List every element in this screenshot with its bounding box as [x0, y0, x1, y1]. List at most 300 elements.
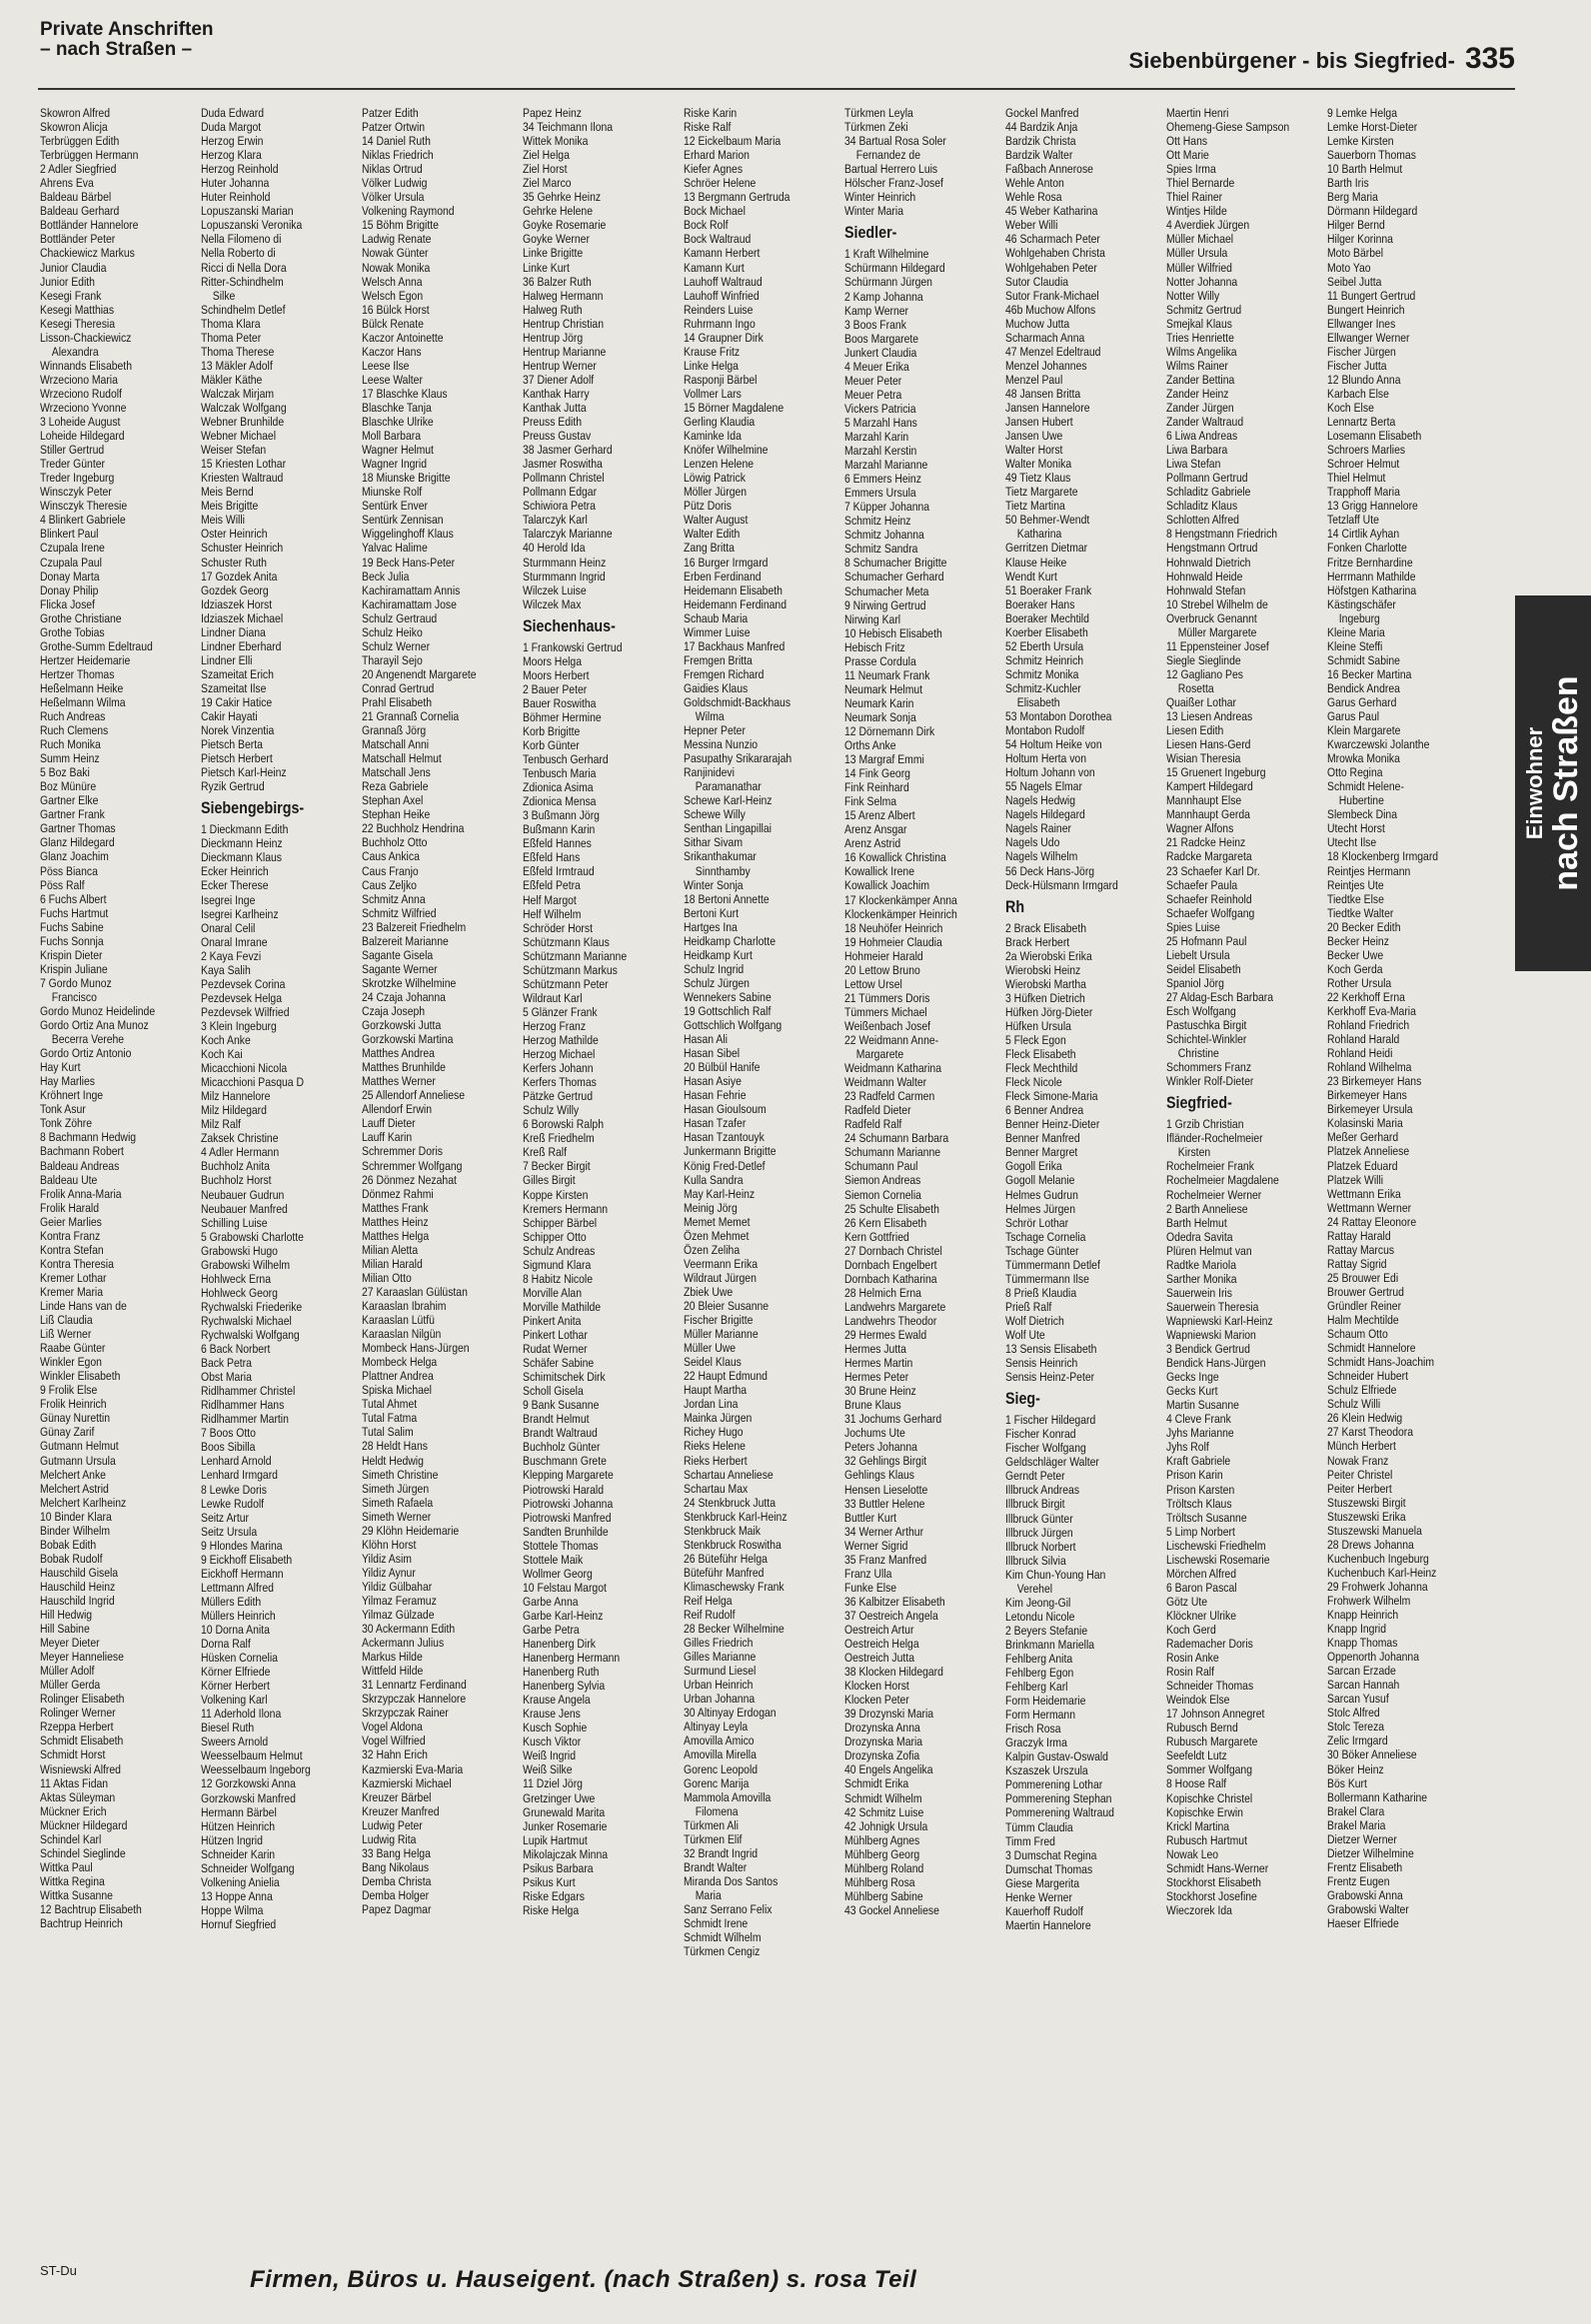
resident-entry: Kwarczewski Jolanthe: [1327, 737, 1430, 752]
resident-entry: Liwa Barbara: [1166, 443, 1228, 458]
header-range-title: Siebenbürgener - bis Siegfried-: [1128, 48, 1455, 73]
resident-entry: 27 Karst Theodora: [1327, 1425, 1414, 1440]
resident-entry: Ecker Therese: [201, 878, 269, 893]
resident-entry: Prahl Elisabeth: [362, 694, 433, 709]
resident-entry: Zander Bettina: [1166, 372, 1235, 387]
resident-entry: Pollmann Christel: [523, 471, 605, 486]
resident-entry: Wendt Kurt: [1005, 569, 1057, 583]
resident-entry: Hill Sabine: [40, 1622, 90, 1637]
resident-entry: Kampert Hildegard: [1166, 779, 1253, 794]
resident-entry: Prison Karsten: [1166, 1482, 1235, 1497]
header-section-title: Private Anschriften: [40, 19, 214, 40]
resident-entry: 4 Meuer Erika: [844, 359, 909, 374]
resident-entry: Kanthak Jutta: [523, 400, 587, 415]
resident-entry: Mückner Erich: [40, 1803, 107, 1818]
resident-entry: Kim Chun-Young Han: [1005, 1567, 1106, 1582]
resident-entry: Nella Roberto di: [201, 246, 276, 261]
resident-entry: 22 Haupt Edmund: [684, 1369, 768, 1384]
resident-entry: Walczak Mirjam: [201, 386, 275, 401]
resident-entry: Preuss Edith: [523, 415, 583, 430]
resident-entry: Nowak Franz: [1327, 1453, 1389, 1468]
resident-entry: Fleck Mechthild: [1005, 1061, 1078, 1076]
resident-entry: Dietzer Werner: [1327, 1831, 1397, 1846]
resident-entry: Geier Marlies: [40, 1214, 102, 1229]
resident-entry: Müller Marianne: [684, 1327, 759, 1342]
resident-entry: Grothe Tobias: [40, 624, 105, 639]
resident-entry: Grunewald Marita: [523, 1804, 606, 1819]
resident-entry: Weesselbaum Ingeborg: [201, 1762, 311, 1777]
resident-entry: Kriesten Waltraud: [201, 471, 284, 486]
resident-entry: Mombeck Hans-Jürgen: [362, 1341, 470, 1356]
resident-entry: Becker Uwe: [1327, 947, 1384, 962]
resident-entry: Schürmann Jürgen: [844, 275, 932, 290]
resident-entry: Stottele Thomas: [523, 1538, 599, 1553]
resident-entry: Krause Angela: [523, 1693, 591, 1708]
resident-entry: 24 Czaja Johanna: [362, 989, 446, 1004]
resident-entry: Korb Brigitte: [523, 723, 581, 738]
resident-entry: Yildiz Asim: [362, 1551, 412, 1566]
resident-entry: Junkert Claudia: [844, 345, 917, 360]
resident-entry: Loheide Hildegard: [40, 429, 125, 444]
resident-entry: 15 Kriesten Lothar: [201, 457, 287, 472]
resident-entry: Gehrke Helene: [523, 204, 594, 219]
resident-entry: Miunske Rolf: [362, 485, 423, 500]
resident-entry: 13 Margraf Emmi: [844, 752, 924, 767]
resident-entry: Rattay Harald: [1327, 1228, 1391, 1243]
resident-entry: Weidmann Walter: [844, 1075, 927, 1090]
resident-entry: Hützen Ingrid: [201, 1832, 263, 1847]
resident-entry: 25 Hofmann Paul: [1166, 933, 1247, 948]
resident-entry: Dorna Ralf: [201, 1637, 251, 1652]
resident-entry: Schützmann Klaus: [523, 934, 610, 949]
resident-entry: Bock Rolf: [684, 218, 729, 233]
resident-entry: Kremer Lothar: [40, 1270, 107, 1285]
resident-entry: 13 Bergmann Gertruda: [684, 190, 791, 205]
resident-entry: Zang Britta: [684, 541, 735, 556]
resident-entry: Wehle Rosa: [1005, 190, 1062, 205]
resident-entry: Nowak Monika: [362, 260, 431, 275]
resident-entry: Urban Heinrich: [684, 1678, 754, 1693]
resident-entry: Papez Heinz: [523, 106, 583, 120]
resident-entry: 29 Klöhn Heidemarie: [362, 1523, 460, 1538]
resident-entry: Papez Dagmar: [362, 1902, 432, 1916]
resident-entry: 12 Eickelbaum Maria: [684, 134, 782, 149]
resident-entry: Pezdevsek Corina: [201, 976, 286, 991]
resident-entry: 30 Böker Anneliese: [1327, 1747, 1417, 1762]
resident-entry: 8 Bachmann Hedwig: [40, 1130, 137, 1145]
resident-entry: Simeth Rafaela: [362, 1495, 434, 1510]
resident-entry: Riske Helga: [523, 1902, 580, 1917]
resident-entry: Mühlberg Rosa: [844, 1874, 915, 1889]
resident-entry: Kauerhoff Rudolf: [1005, 1903, 1083, 1918]
resident-entry: 9 Frolik Else: [40, 1383, 98, 1398]
resident-entry: Buchholz Günter: [523, 1440, 601, 1455]
resident-entry: Gehlings Klaus: [844, 1468, 915, 1483]
resident-entry: Meinig Jörg: [684, 1200, 738, 1215]
resident-entry: Günay Zarif: [40, 1425, 95, 1440]
page-header-left: [40, 20, 214, 60]
resident-entry: 2 Kaya Fevzi: [201, 948, 262, 963]
resident-entry: Halweg Hermann: [523, 288, 604, 303]
resident-entry: Brakel Maria: [1327, 1817, 1386, 1832]
resident-entry: Rother Ursula: [1327, 975, 1392, 990]
resident-entry: Radcke Margareta: [1166, 849, 1252, 864]
resident-entry: 3 Boos Frank: [844, 317, 906, 332]
resident-entry: Back Petra: [201, 1356, 252, 1371]
resident-entry: Gockel Manfred: [1005, 106, 1079, 120]
resident-entry: Kleine Maria: [1327, 624, 1385, 639]
resident-entry: Ruhrmann Ingo: [684, 316, 756, 331]
resident-entry: Binder Wilhelm: [40, 1523, 110, 1538]
resident-entry: Schmitz Heinz: [844, 514, 911, 529]
resident-entry: 34 Bartual Rosa Soler: [844, 134, 946, 149]
resident-entry: 29 Frohwerk Johanna: [1327, 1579, 1428, 1594]
resident-entry: Menzel Johannes: [1005, 358, 1087, 373]
resident-entry: Oestreich Artur: [844, 1622, 914, 1637]
resident-entry: 2a Wierobski Erika: [1005, 948, 1092, 963]
resident-entry: Moors Herbert: [523, 667, 590, 682]
resident-entry: Wittka Susanne: [40, 1887, 113, 1902]
resident-entry: Meuer Petra: [844, 387, 902, 402]
resident-entry: Tröltsch Susanne: [1166, 1510, 1247, 1525]
resident-entry: 25 Brouwer Edi: [1327, 1270, 1399, 1285]
resident-entry: Hanenberg Dirk: [523, 1637, 596, 1652]
resident-entry: 18 Miunske Brigitte: [362, 471, 451, 486]
resident-entry: Brune Klaus: [844, 1398, 901, 1413]
resident-entry: 2 Brack Elisabeth: [1005, 920, 1086, 935]
resident-entry: Weber Willi: [1005, 218, 1058, 233]
resident-entry: Kiefer Agnes: [684, 162, 744, 177]
resident-entry: Pastuschka Birgit: [1166, 1018, 1247, 1033]
resident-entry: Glanz Joachim: [40, 849, 109, 864]
resident-entry: Lischewski Friedhelm: [1166, 1538, 1266, 1553]
resident-entry: Schmitz Anna: [362, 891, 426, 906]
resident-entry: Lupik Hartmut: [523, 1832, 588, 1847]
resident-entry: 11 Dziel Jörg: [523, 1776, 583, 1791]
resident-entry: 3 Hüfken Dietrich: [1005, 990, 1085, 1005]
resident-entry: Schröder Horst: [523, 920, 593, 935]
resident-entry: Donay Marta: [40, 569, 100, 583]
resident-entry: Fischer Jürgen: [1327, 344, 1396, 359]
resident-entry: 25 Schulte Elisabeth: [844, 1201, 939, 1216]
resident-entry: Rasponji Bärbel: [684, 372, 758, 387]
resident-entry: Türkmen Zeki: [844, 120, 908, 135]
resident-entry: Walczak Wolfgang: [201, 400, 287, 415]
resident-entry: Müllers Heinrich: [201, 1608, 276, 1623]
resident-entry: Schumacher Gerhard: [844, 570, 944, 584]
resident-entry: Rieks Herbert: [684, 1453, 748, 1468]
resident-entry: 14 Daniel Ruth: [362, 134, 431, 149]
resident-entry: 19 Beck Hans-Peter: [362, 555, 456, 570]
resident-entry: Lemke Horst-Dieter: [1327, 120, 1418, 135]
resident-entry: Sanz Serrano Felix: [684, 1902, 773, 1916]
resident-entry: Illbruck Andreas: [1005, 1483, 1080, 1498]
resident-entry: Neumark Karin: [844, 695, 914, 710]
resident-entry: Sagante Werner: [362, 961, 438, 976]
resident-entry: Duda Edward: [201, 106, 265, 120]
resident-entry: 31 Lennartz Ferdinand: [362, 1678, 467, 1693]
resident-entry: Klöhn Horst: [362, 1537, 417, 1552]
street-heading: Siegfried-: [1166, 1093, 1232, 1113]
resident-entry: Özen Mehmet: [684, 1228, 750, 1243]
resident-entry: Jansen Uwe: [1005, 429, 1063, 444]
resident-entry: Eickhoff Hermann: [201, 1566, 284, 1581]
resident-entry: Wagner Ingrid: [362, 457, 427, 472]
resident-entry: Junker Rosemarie: [523, 1818, 608, 1833]
resident-entry: Kern Gottfried: [844, 1229, 909, 1244]
resident-entry: Sensis Heinrich: [1005, 1356, 1078, 1371]
resident-entry: Klause Heike: [1005, 555, 1067, 570]
resident-entry: 30 Ackermann Edith: [362, 1622, 456, 1637]
entry-continuation: Maria: [695, 1887, 722, 1902]
resident-entry: Sweers Arnold: [201, 1735, 269, 1749]
resident-entry: Schremmer Wolfgang: [362, 1158, 463, 1173]
resident-entry: Hützen Heinrich: [201, 1818, 276, 1833]
resident-entry: Hill Hedwig: [40, 1608, 93, 1623]
resident-entry: 24 Rattay Eleonore: [1327, 1214, 1417, 1229]
resident-entry: Wintjes Hilde: [1166, 204, 1227, 219]
resident-entry: Kesegi Frank: [40, 288, 102, 303]
resident-entry: Stuszewski Manuela: [1327, 1523, 1422, 1538]
resident-entry: Schmidt Hans-Werner: [1166, 1860, 1269, 1875]
entry-continuation: Sinnthamby: [695, 863, 751, 878]
resident-entry: Hohnwald Dietrich: [1166, 555, 1251, 570]
resident-entry: Herzog Klara: [201, 148, 262, 163]
resident-entry: Zdionica Asima: [523, 780, 594, 795]
resident-entry: Hanenberg Ruth: [523, 1665, 600, 1680]
resident-entry: Löwig Patrick: [684, 471, 746, 486]
resident-entry: Schmitz Wilfried: [362, 905, 437, 920]
resident-entry: Müller Gerda: [40, 1678, 101, 1693]
resident-entry: Ricci di Nella Dora: [201, 260, 287, 275]
resident-entry: 1 Kraft Wilhelmine: [844, 247, 929, 262]
resident-entry: 17 Gozdek Anita: [201, 569, 278, 583]
resident-entry: Sentürk Zennisan: [362, 513, 444, 528]
resident-entry: 3 Bußmann Jörg: [523, 808, 600, 823]
resident-entry: 20 Lettow Bruno: [844, 962, 920, 977]
resident-entry: Ludwig Peter: [362, 1817, 423, 1832]
resident-entry: Gerling Klaudia: [684, 415, 756, 430]
resident-entry: Neubauer Gudrun: [201, 1187, 285, 1202]
resident-entry: Weesselbaum Helmut: [201, 1748, 303, 1763]
resident-entry: Tietz Margarete: [1005, 485, 1078, 500]
resident-entry: 7 Becker Birgit: [523, 1159, 591, 1174]
resident-entry: Kontra Theresia: [40, 1256, 114, 1271]
resident-entry: 3 Dumschat Regina: [1005, 1847, 1097, 1862]
resident-entry: Mammola Amovilla: [684, 1789, 772, 1804]
street-heading: Sieg-: [1005, 1389, 1040, 1409]
resident-entry: 16 Becker Martina: [1327, 666, 1412, 681]
resident-entry: Wagner Helmut: [362, 443, 434, 458]
resident-entry: Wilczek Max: [523, 596, 582, 611]
resident-entry: Matthes Brunhilde: [362, 1060, 446, 1075]
resident-entry: Bendick Hans-Jürgen: [1166, 1356, 1266, 1371]
resident-entry: Erhard Marion: [684, 148, 750, 163]
resident-entry: Schroers Marlies: [1327, 443, 1406, 458]
entry-continuation: Rosetta: [1177, 680, 1214, 695]
resident-entry: Grabowski Wilhelm: [201, 1257, 291, 1272]
resident-entry: Zaksek Christine: [201, 1131, 279, 1146]
resident-entry: Jordan Lina: [684, 1397, 739, 1412]
resident-entry: Meis Brigitte: [201, 499, 259, 514]
resident-entry: 23 Radfeld Carmen: [844, 1089, 935, 1104]
resident-entry: Buchholz Otto: [362, 835, 428, 850]
resident-entry: Benner Heinz-Dieter: [1005, 1117, 1100, 1132]
resident-entry: Rolinger Elisabeth: [40, 1692, 125, 1707]
resident-entry: Ruch Clemens: [40, 723, 109, 738]
resident-entry: Niklas Friedrich: [362, 148, 434, 163]
resident-entry: Esch Wolfgang: [1166, 1004, 1236, 1018]
resident-entry: Huter Reinhold: [201, 190, 271, 205]
resident-entry: 39 Drozynski Maria: [844, 1707, 934, 1722]
section-tab: [1515, 595, 1591, 971]
resident-entry: Pommerening Stephan: [1005, 1791, 1112, 1806]
resident-entry: Isegrei Inge: [201, 892, 256, 907]
resident-entry: Sutor Claudia: [1005, 274, 1069, 289]
resident-entry: Stiller Gertrud: [40, 443, 105, 458]
resident-entry: Mühlberg Roland: [844, 1860, 924, 1875]
resident-entry: Mühlberg Agnes: [844, 1832, 920, 1847]
resident-entry: Kopischke Christel: [1166, 1790, 1253, 1805]
resident-entry: Winkler Rolf-Dieter: [1166, 1074, 1254, 1089]
resident-entry: Welsch Egon: [362, 288, 424, 303]
resident-entry: Schützmann Peter: [523, 976, 609, 991]
resident-entry: Gartner Frank: [40, 807, 105, 822]
resident-entry: Meis Willi: [201, 513, 245, 528]
resident-entry: 6 Borowski Ralph: [523, 1117, 604, 1132]
resident-entry: Birkemeyer Hans: [1327, 1088, 1407, 1103]
resident-entry: Tenbusch Maria: [523, 766, 597, 781]
resident-entry: Fehlberg Egon: [1005, 1666, 1074, 1681]
resident-entry: Drozynska Zofia: [844, 1748, 920, 1763]
resident-entry: 56 Deck Hans-Jörg: [1005, 863, 1095, 878]
resident-entry: Ruch Monika: [40, 737, 101, 752]
resident-entry: 27 Karaaslan Gülüstan: [362, 1284, 468, 1299]
resident-entry: Pätzke Gertrud: [523, 1089, 594, 1104]
resident-entry: Brinkmann Mariella: [1005, 1637, 1095, 1652]
resident-entry: Zelic Irmgard: [1327, 1734, 1388, 1748]
resident-entry: Stephan Heike: [362, 807, 431, 822]
resident-entry: Wisian Theresia: [1166, 751, 1241, 766]
resident-entry: Wilczek Luise: [523, 582, 587, 597]
resident-entry: Bollermann Katharine: [1327, 1789, 1428, 1804]
resident-entry: Schladitz Klaus: [1166, 499, 1238, 514]
resident-entry: 1 Fischer Hildegard: [1005, 1413, 1096, 1428]
resident-entry: Kamann Herbert: [684, 246, 761, 261]
resident-entry: Pinkert Lothar: [523, 1327, 588, 1342]
resident-entry: Heldt Hedwig: [362, 1453, 424, 1468]
resident-entry: Gutmann Ursula: [40, 1453, 116, 1468]
resident-entry: Milz Hildegard: [201, 1103, 267, 1118]
resident-entry: Vollmer Lars: [684, 386, 742, 401]
resident-entry: Münch Herbert: [1327, 1439, 1396, 1454]
resident-entry: 9 Lemke Helga: [1327, 106, 1398, 120]
resident-entry: Matschall Jens: [362, 765, 431, 780]
resident-entry: Fink Reinhard: [844, 780, 909, 795]
section-tab-label-2: nach Straßen: [1547, 675, 1585, 891]
resident-entry: Wrzeciono Maria: [40, 372, 118, 387]
resident-entry: Grabowski Walter: [1327, 1902, 1409, 1916]
resident-entry: Wierobski Martha: [1005, 976, 1086, 991]
resident-entry: Kreß Friedhelm: [523, 1131, 595, 1146]
resident-entry: Seefeldt Lutz: [1166, 1748, 1227, 1763]
resident-entry: Webner Michael: [201, 429, 277, 444]
resident-entry: Junior Claudia: [40, 260, 107, 275]
resident-entry: Bös Kurt: [1327, 1775, 1367, 1790]
resident-entry: Kanthak Harry: [523, 386, 590, 401]
resident-entry: Buchholz Horst: [201, 1173, 272, 1188]
resident-entry: Kazmierski Eva-Maria: [362, 1761, 464, 1776]
resident-entry: Preuss Gustav: [523, 429, 592, 444]
resident-entry: May Karl-Heinz: [684, 1186, 756, 1201]
resident-entry: 3 Klein Ingeburg: [201, 1018, 277, 1033]
resident-entry: Schindhelm Detlef: [201, 302, 286, 317]
resident-entry: Moto Yao: [1327, 260, 1371, 275]
resident-entry: Menzel Paul: [1005, 372, 1063, 387]
resident-entry: Yildiz Aynur: [362, 1565, 416, 1580]
resident-entry: Hepner Peter: [684, 723, 746, 738]
resident-entry: Schuster Ruth: [201, 555, 267, 570]
resident-entry: Schaefer Wolfgang: [1166, 905, 1255, 920]
resident-entry: 10 Barth Helmut: [1327, 162, 1403, 177]
resident-entry: Schmidt Horst: [40, 1747, 106, 1762]
resident-entry: Ifländer-Rochelmeier: [1166, 1131, 1263, 1146]
resident-entry: Messina Nunzio: [684, 737, 759, 752]
resident-entry: Brack Herbert: [1005, 934, 1070, 949]
resident-entry: Koch Gerda: [1327, 961, 1383, 976]
resident-entry: Scharmach Anna: [1005, 330, 1085, 345]
resident-entry: Nowak Leo: [1166, 1846, 1219, 1861]
resident-entry: 6 Liwa Andreas: [1166, 429, 1238, 444]
resident-entry: Winter Heinrich: [844, 190, 916, 205]
page-header-right: [1129, 42, 1515, 76]
entry-continuation: Katharina: [1016, 527, 1062, 542]
resident-entry: Jyhs Rolf: [1166, 1440, 1209, 1455]
resident-entry: Dörmann Hildegard: [1327, 204, 1418, 219]
resident-entry: Ackermann Julius: [362, 1636, 445, 1651]
resident-entry: Morville Alan: [523, 1285, 583, 1300]
resident-entry: Spies Irma: [1166, 162, 1216, 177]
resident-entry: Schmidt Irene: [684, 1916, 749, 1931]
resident-entry: Schröer Helene: [684, 176, 757, 191]
entry-continuation: Fernandez de: [855, 148, 920, 163]
resident-entry: Muchow Jutta: [1005, 316, 1070, 331]
resident-entry: 1 Frankowski Gertrud: [523, 639, 623, 654]
resident-entry: Hauschild Heinz: [40, 1579, 116, 1594]
resident-entry: Gilles Friedrich: [684, 1636, 754, 1651]
resident-entry: Prison Karin: [1166, 1468, 1223, 1483]
resident-entry: Lindner Elli: [201, 652, 253, 667]
entry-continuation: Becerra Verehe: [51, 1032, 125, 1047]
resident-entry: Walter Edith: [684, 527, 741, 542]
resident-entry: Bauer Roswitha: [523, 695, 597, 710]
resident-entry: Holtum Johann von: [1005, 765, 1095, 780]
resident-entry: Körner Herbert: [201, 1679, 270, 1694]
resident-entry: 5 Fleck Egon: [1005, 1033, 1066, 1047]
resident-entry: 11 Aderhold Ilona: [201, 1707, 282, 1722]
resident-entry: Yalvac Halime: [362, 541, 428, 556]
resident-entry: Thiel Bernarde: [1166, 176, 1235, 191]
resident-entry: Matthes Heinz: [362, 1214, 429, 1229]
resident-entry: 19 Gottschlich Ralf: [684, 1004, 772, 1018]
resident-entry: Schewe Willy: [684, 807, 746, 822]
resident-entry: Schmitz Gertrud: [1166, 302, 1242, 317]
resident-entry: Junior Edith: [40, 274, 95, 289]
resident-entry: Caus Zeljko: [362, 877, 417, 892]
resident-entry: 6 Baron Pascal: [1166, 1580, 1237, 1595]
resident-entry: Fischer Brigitte: [684, 1313, 754, 1328]
resident-entry: Neumark Helmut: [844, 681, 923, 696]
